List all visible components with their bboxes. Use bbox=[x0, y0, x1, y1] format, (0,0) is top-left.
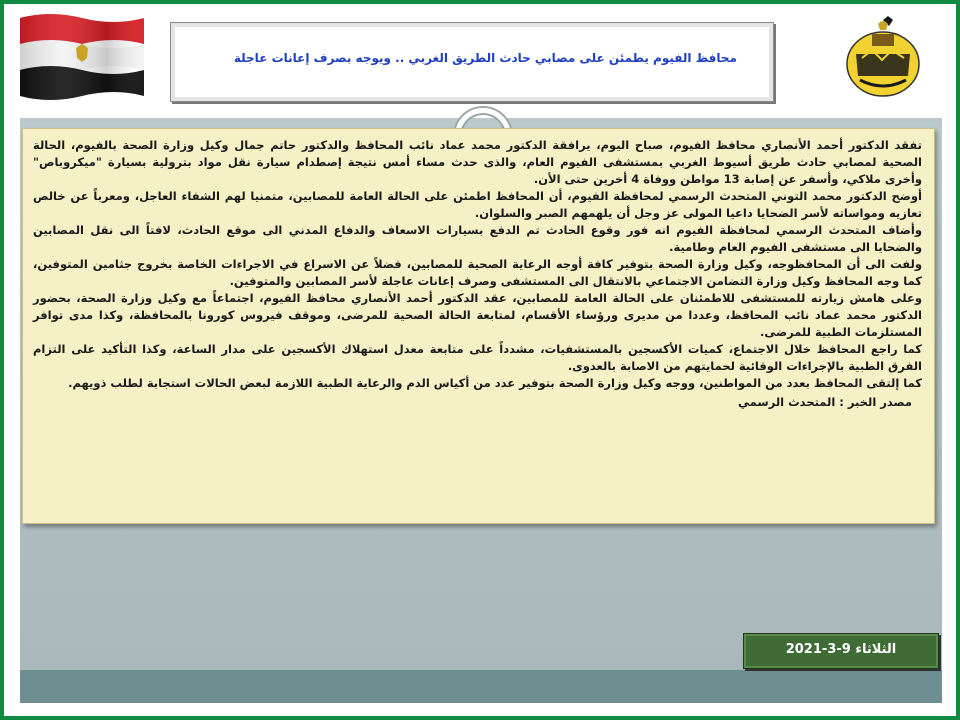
egypt-flag-icon bbox=[18, 10, 146, 102]
article-body bbox=[22, 128, 935, 524]
article-paragraph: وأضاف المتحدث الرسمي لمحافظة الفيوم انه فور وقوع الحادث تم الدفع بسيارات الاسعاف والدفاع المدني الى موقع الحادث، لافتاً الى نقل المصابين والضحايا الى مستشفى الفيوم العام وطامية. bbox=[33, 223, 922, 254]
date-text: الثلاثاء 9-3-2021 bbox=[785, 642, 897, 657]
article-paragraph: أوضح الدكتور محمد التوني المتحدث الرسمي لمحافظة الفيوم، أن المحافظ اطمئن على الحالة العامة للمصابين، متمنيا لهم الشفاء العاجل، ومعرباً عن خالص تعازيه ومواساته لأسر الضحايا داعيا المولى عز وجل أن يلهمهم الصبر والسلوان. bbox=[33, 189, 922, 220]
article-paragraph: تفقد الدكتور أحمد الأنصاري محافظ الفيوم، صباح اليوم، يرافقة الدكتور محمد عماد نائب المحافظ والدكتور حاتم جمال وكيل وزارة الصحة بالفيوم، الحالة الصحية لمصابي حادث طريق أسيوط الغربي بمستشفى الفيوم العام، والذى حدث مساء أمس نتيجة إصطدام سيارة نقل مواد بترولية بسيارة "ميكروباص" وأخرى ملاكي، وأسفر عن إصابة 13 مواطن ووفاة 4 أخرين حتى الأن. bbox=[33, 138, 922, 186]
article-paragraph: ولفت الى أن المحافظوجه، وكيل وزارة الصحة بتوفير كافة أوجه الرعاية الصحية للمصابين، فضلاً عن الاسراع في الاجراءات الخاصة بخروج جثامين المتوفين، كما وجه المحافظ وكيل وزارة التضامن الاجتماعي بالانتقال الى المستشفى وصرف إعانات عاجلة لأسر المصابين والمتوفين. bbox=[33, 257, 922, 288]
headline-title: محافظ الفيوم يطمئن على مصابي حادث الطريق الغربي .. ويوجه بصرف إعانات عاجلة bbox=[233, 51, 737, 65]
headline-box bbox=[170, 22, 774, 102]
date-badge bbox=[743, 633, 939, 669]
article-paragraph: كما إلتقى المحافظ بعدد من المواطنين، ووجه وكيل وزارة الصحة بتوفير عدد من أكياس الدم والرعاية الطبية اللازمة لبعض الحالات استجابة لطلب ذويهم. bbox=[68, 376, 922, 390]
article-paragraph: كما راجع المحافظ خلال الاجتماع، كميات الأكسجين بالمستشفيات، مشدداً على متابعة معدل استهلاك الأكسجين على مدار الساعة، وكذا التأكيد على التزام الفرق الطبية بالإجراءات الوقائية لحمايتهم من الاصابة بالعدوى. bbox=[33, 342, 922, 373]
fayoum-governorate-emblem-icon bbox=[842, 14, 924, 102]
footer-band bbox=[20, 670, 942, 703]
article-paragraph: وعلى هامش زيارته للمستشفى للاطمئنان على الحالة العامة للمصابين، عقد الدكتور أحمد الأنصاري محافظ الفيوم، اجتماعاً مع وكيل وزارة الصحة، بحضور الدكتور محمد عماد نائب المحافظ، وعددا من مديرى ورؤساء الأقسام، لمتابعة الحالة الصحية للمرضى، وموقف فيروس كورونا بالمحافظة، وكذا مدى توافر المستلزمات الطبية للمرضى. bbox=[33, 291, 922, 339]
news-source: مصدر الخبر : المتحدث الرسمي bbox=[738, 395, 912, 409]
